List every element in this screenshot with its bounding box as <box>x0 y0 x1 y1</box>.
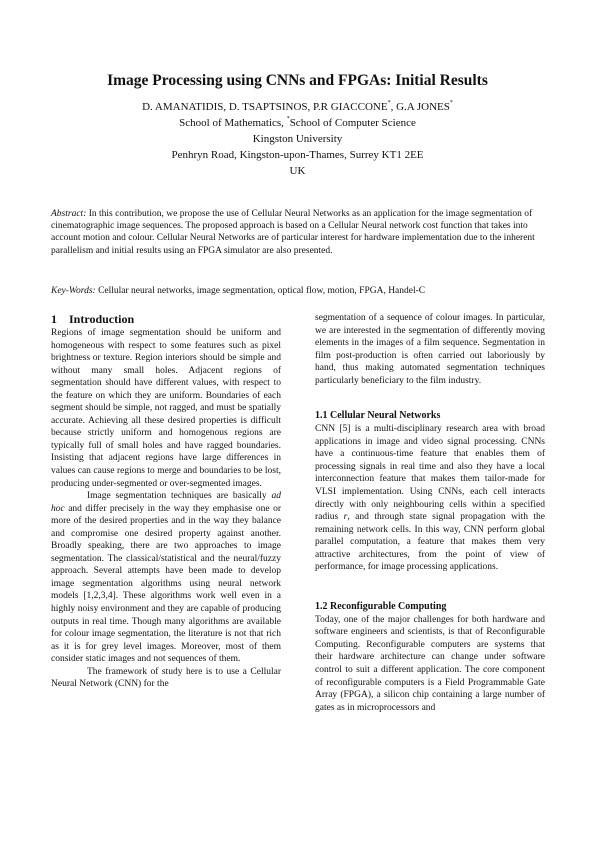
school-a: School of Mathematics, <box>179 117 287 129</box>
spacer <box>315 387 545 409</box>
intro-p2-rest: and differ precisely in the way they emphasise one or more of the desired properties and in the way they balance and compromise one desired property against another. Broadly speaking, there are two approaches to image segmentation. The classical/statistical and the neural/fuzzy approach. Several attempts have been made to develop image segmentation algorithms using neural network models [1,2,3,4]. These algorithms work well even in a highly noisy environment and they are capable of producing outputs in real time. Though many algorithms are available for colour image segmentation, the literature is not that rich as it is for grey level images. Moreover, most of them consider static images and not sequences of them. <box>51 503 281 665</box>
affiliation-mark: * <box>387 100 391 107</box>
keywords-label: Key-Words: <box>51 286 96 296</box>
paper-title: Image Processing using CNNs and FPGAs: Initial Results <box>107 72 488 89</box>
right-column <box>315 312 545 714</box>
abstract-text: In this contribution, we propose the use of Cellular Neural Networks as an application for the image segmentation of cinematographic image sequences. The proposed approach is based on a Cellular Neural network cost function that takes into account motion and colour. Cellular Neural Networks are of particular interest for hardware implementation due to the inherent parallelism and initial results using an FPGA simulator are also presented. <box>51 209 535 256</box>
affiliation-mark: * <box>286 116 290 123</box>
affiliation-mark: * <box>449 100 453 107</box>
affiliation-country: UK <box>289 165 306 177</box>
cnn-paragraph <box>315 423 545 574</box>
intro-p2-emphasis: ad hoc <box>51 491 281 514</box>
abstract-label: Abstract: <box>51 209 87 219</box>
keywords-text: Cellular neural networks, image segmentation, optical flow, motion, FPGA, Handel-C <box>95 286 426 296</box>
section-number: 1 <box>51 312 57 326</box>
intro-paragraph-2 <box>51 490 281 666</box>
reconfigurable-paragraph: Today, one of the major challenges for both hardware and software engineers and scientists, is that of Reconfigurable Computing. Reconfigurable computers are systems that their hardware architecture can change under software control to suit a different application. The core component of reconfigurable computers is a Field Programmable Gate Array (FPGA), a silicon chip containing a large number of gates as in microprocessors and <box>315 614 545 713</box>
subsection-heading-cnn: 1.1 Cellular Neural Networks <box>315 410 441 422</box>
spacer <box>315 574 545 600</box>
left-column <box>51 312 281 691</box>
subsection-heading-reconfigurable: 1.2 Reconfigurable Computing <box>315 600 447 612</box>
intro-paragraph-1: Regions of image segmentation should be uniform and homogeneous with respect to some features such as pixel brightness or texture. Region interiors should be simple and without many small holes. Adjacent regions of segmentation should have different values, with respect to the feature on which they are uniform. Boundaries of each segment should be simple, not ragged, and must be spatially accurate. Achieving all these desired properties is difficult because strictly uniform and homogenous regions are typically full of small holes and have ragged boundaries. Insisting that adjacent regions have large differences in values can cause regions to merge and boundaries to be lost, producing under-segmented or over-segmented images. <box>51 328 281 489</box>
affiliation-schools <box>0 115 595 131</box>
keywords <box>51 285 551 297</box>
cnn-text-rest: , and through state signal propagation with the remaining network cells. In this way, CNN perform global parallel computation, a feature that makes them very attractive architectures, from the point of view of performance, for image processing applications. <box>315 512 545 573</box>
intro-p2-start: Image segmentation techniques are basically <box>87 491 272 502</box>
section-title: Introduction <box>69 312 135 326</box>
author-names <box>0 99 595 115</box>
cnn-text-start: CNN [5] is a multi-disciplinary research area with broad applications in image and video signal processing. CNNs have a continuous-time feature that enables them of processing signals in real time and also they have a local interconnection feature that makes them tailor-made for VLSI implementation. Using CNNs, each cell interacts directly with only neighbouring cells within a specified radius <box>315 424 545 523</box>
cnn-text-emphasis: r <box>343 512 348 523</box>
school-b: School of Computer Science <box>289 117 416 129</box>
section-heading-introduction <box>51 312 281 326</box>
author-names-text: D. AMANATIDIS, D. TSAPTSINOS, P.R GIACCONE <box>142 101 388 113</box>
abstract <box>51 208 541 257</box>
intro-paragraph-3: The framework of study here is to use a Cellular Neural Network (CNN) for the <box>51 666 281 690</box>
affiliation-address: Penhryn Road, Kingston-upon-Thames, Surrey KT1 2EE <box>171 149 424 161</box>
intro-paragraph-3-continued: segmentation of a sequence of colour images. In particular, we are interested in the segmentation of differently moving elements in the images of a film sequence. Segmentation in film post-production is often carried out laboriously by hand, thus making automated segmentation techniques particularly beneficiary to the film industry. <box>315 313 545 386</box>
author-block <box>0 99 595 179</box>
affiliation-university: Kingston University <box>252 133 343 145</box>
author-last-name: , G.A JONES <box>390 101 450 113</box>
